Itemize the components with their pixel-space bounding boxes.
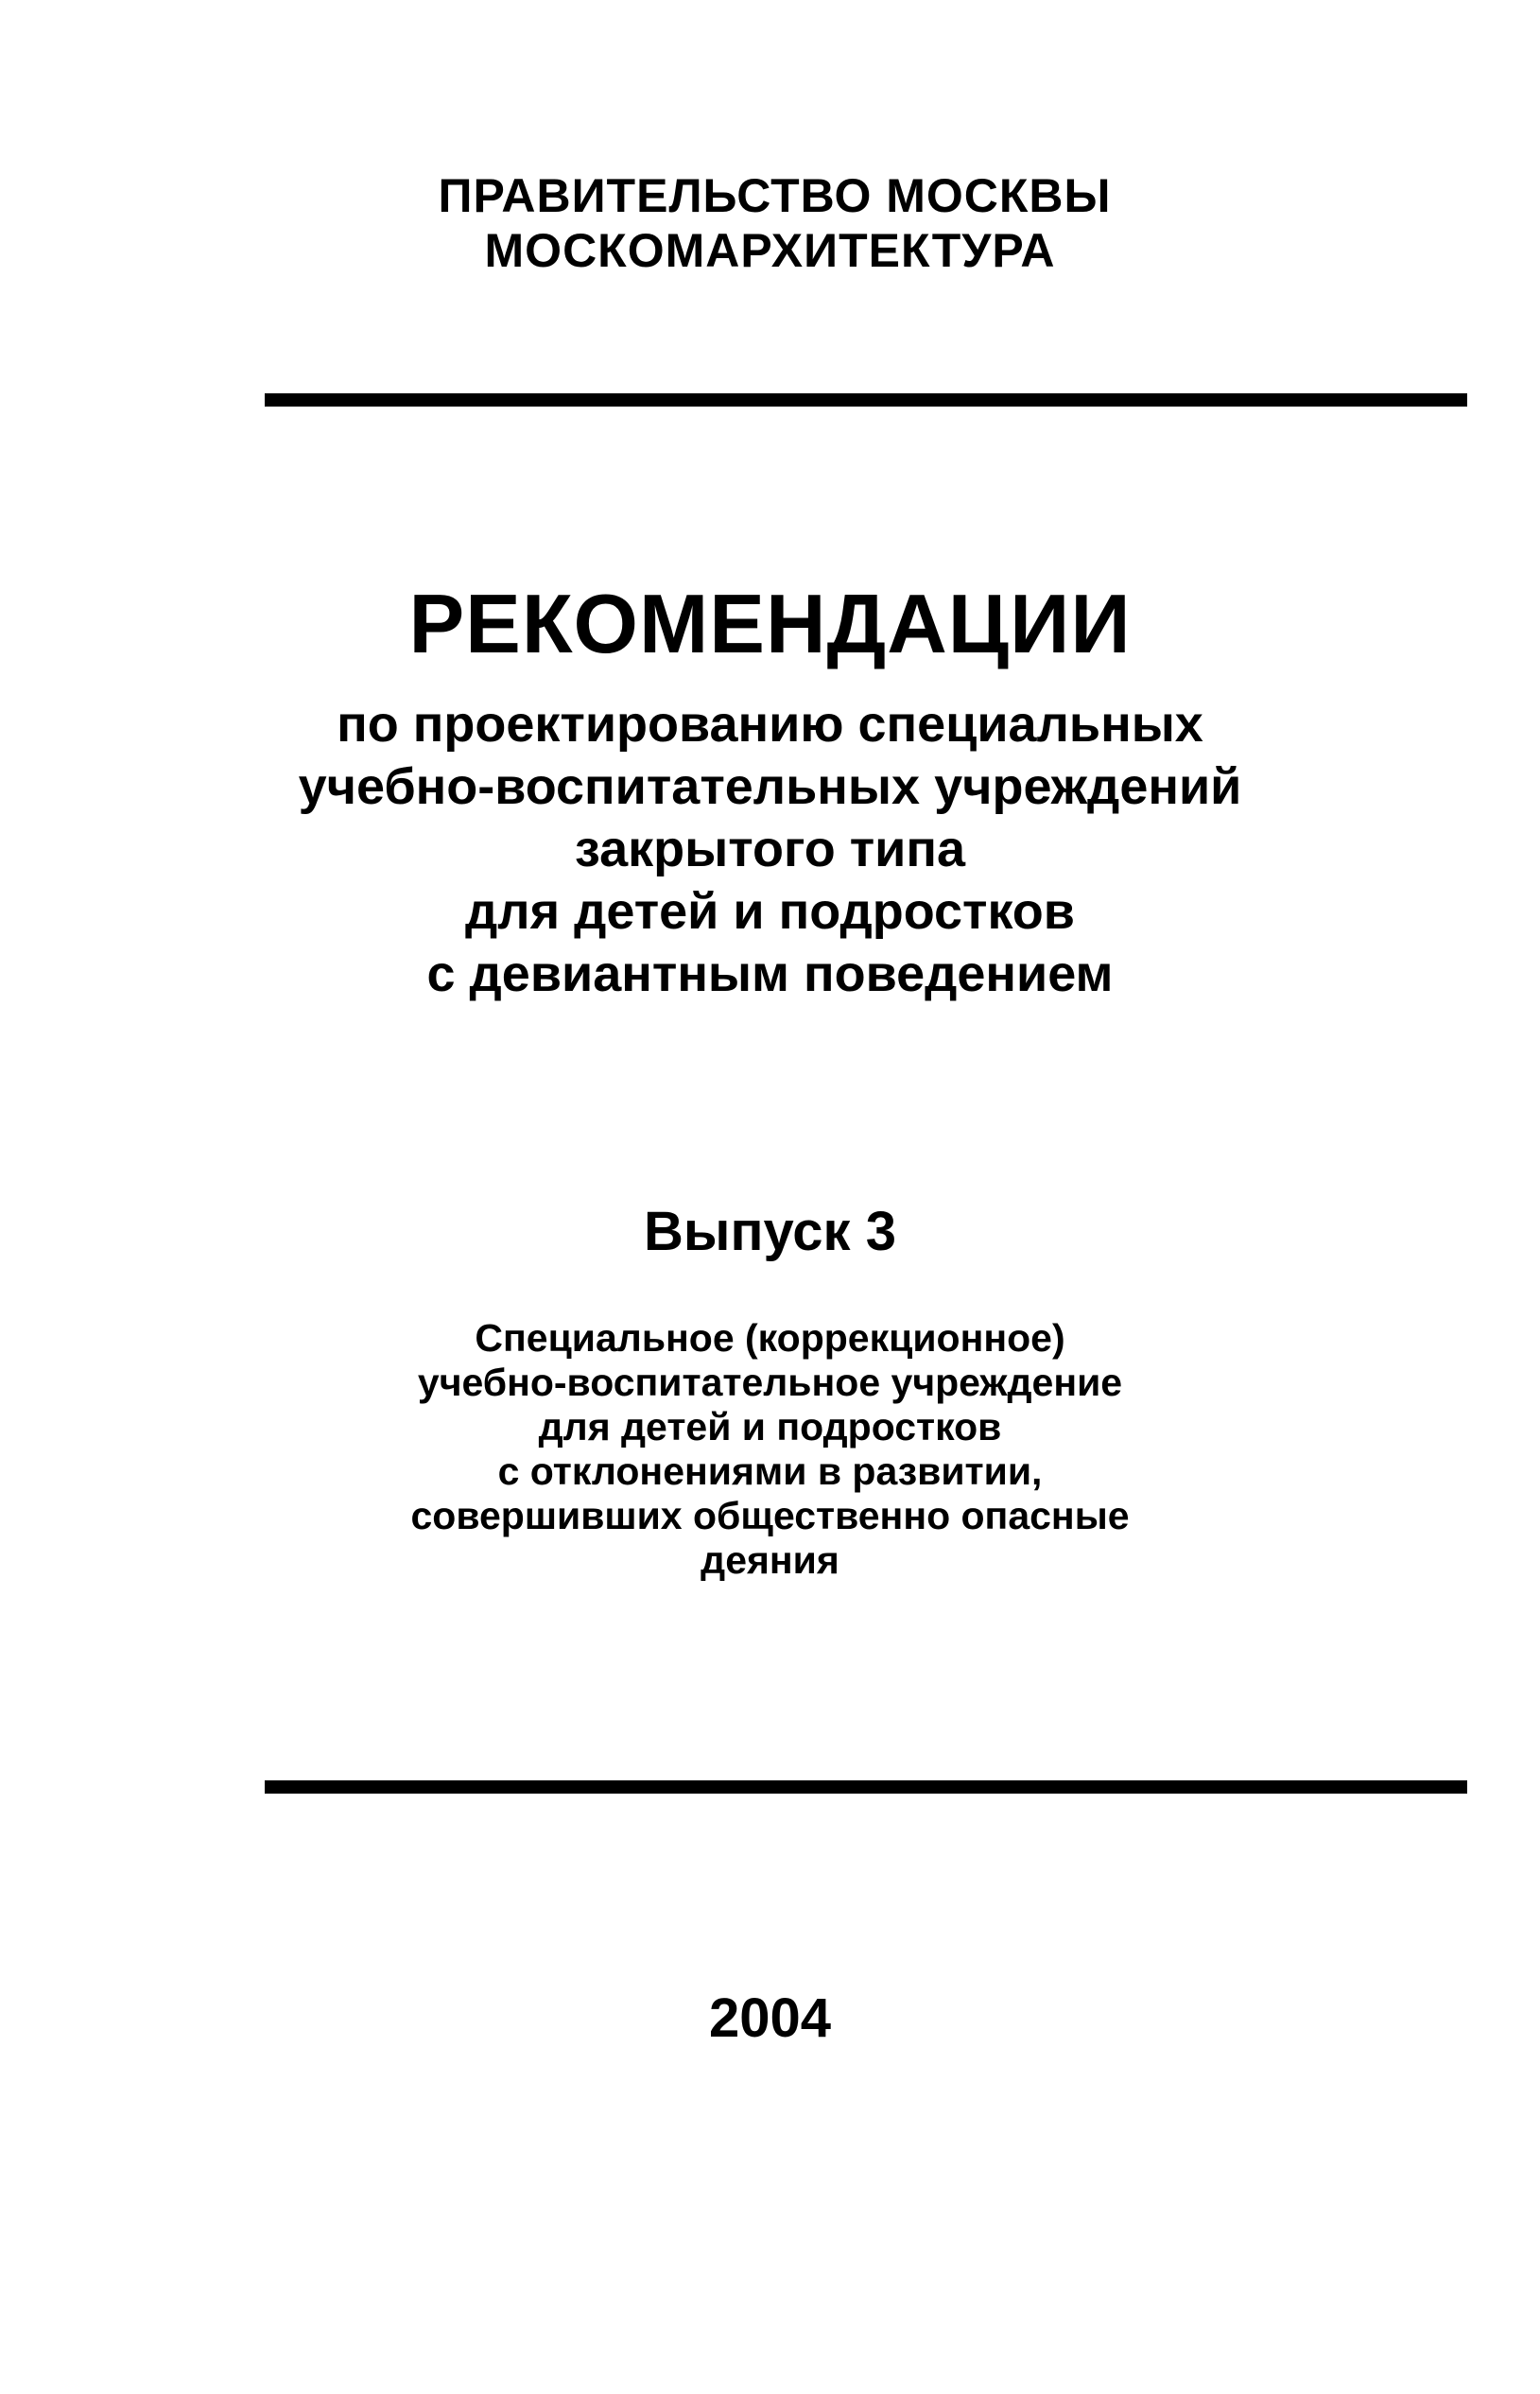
description-line: для детей и подростков	[538, 1405, 1002, 1449]
description-line: деяния	[701, 1538, 839, 1582]
publication-year: 2004	[708, 1987, 832, 2049]
subtitle-line: закрытого типа	[574, 821, 966, 877]
subtitle-line: по проектированию специальных	[337, 696, 1203, 753]
document-subtitle	[0, 693, 1540, 1005]
subtitle-line: учебно-воспитательных учреждений	[298, 758, 1242, 815]
issue-number: Выпуск 3	[644, 1201, 896, 1262]
subtitle-line: для детей и подростков	[465, 883, 1075, 940]
description-line: совершивших общественно опасные	[410, 1494, 1130, 1537]
description-line: Специальное (коррекционное)	[475, 1316, 1065, 1360]
description-line: учебно-воспитательное учреждение	[417, 1361, 1123, 1404]
organization-header	[0, 168, 1540, 278]
agency-name: МОСКОМАРХИТЕКТУРА	[484, 224, 1056, 277]
top-divider-rule	[265, 393, 1467, 407]
document-title: РЕКОМЕНДАЦИИ	[408, 577, 1132, 670]
government-name: ПРАВИТЕЛЬСТВО МОСКВЫ	[438, 169, 1112, 222]
bottom-divider-rule	[265, 1780, 1467, 1794]
issue-description	[0, 1316, 1540, 1583]
description-line: с отклонениями в развитии,	[497, 1449, 1043, 1493]
subtitle-line: с девиантным поведением	[426, 945, 1114, 1002]
